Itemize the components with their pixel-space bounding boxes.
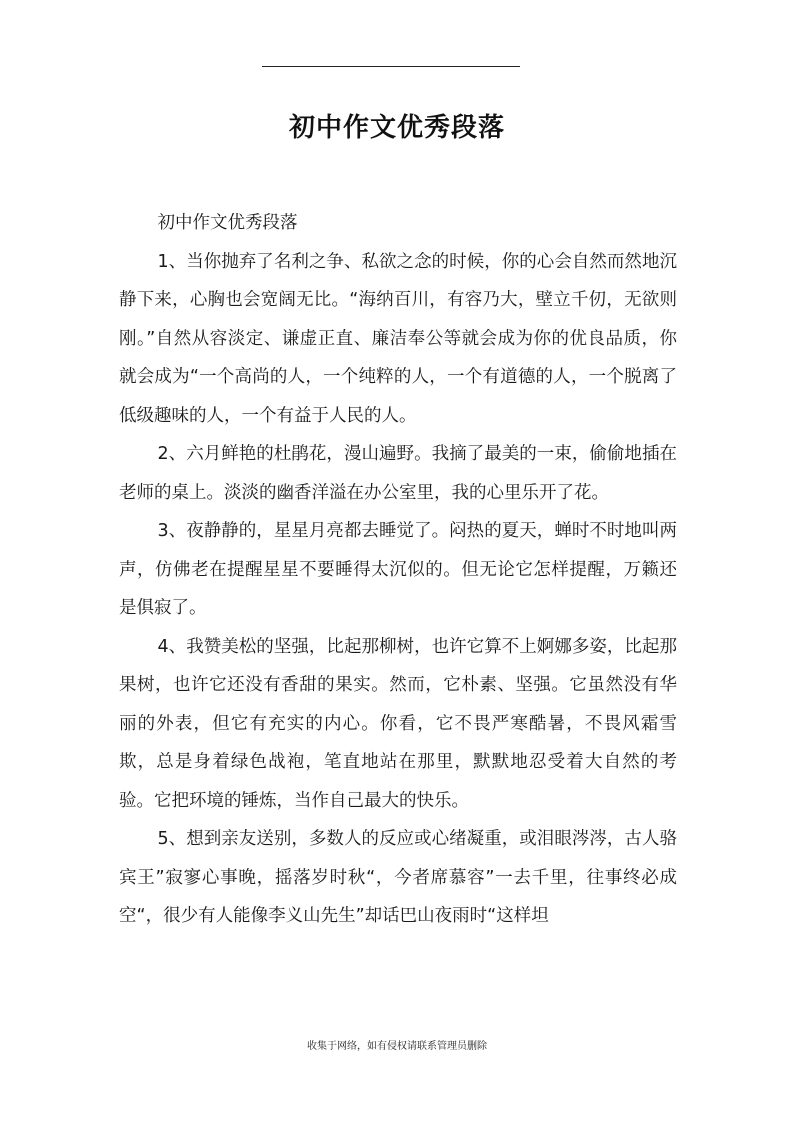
paragraph-3: 3、夜静静的，星星月亮都去睡觉了。闷热的夏天，蝉时不时地叫两声，仿佛老在提醒星星不要睡得太沉似的。但无论它怎样提醒，万籁还是俱寂了。	[119, 521, 677, 618]
document-body	[119, 204, 677, 936]
paragraph-2: 2、六月鲜艳的杜鹃花，漫山遍野。我摘了最美的一束，偷偷地插在老师的桌上。淡淡的幽香洋溢在办公室里，我的心里乐开了花。	[119, 444, 677, 503]
header-rule	[262, 66, 520, 67]
paragraph-1: 1、当你抛弃了名利之争、私欲之念的时候，你的心会自然而然地沉静下来，心胸也会宽阔无比。“海纳百川，有容乃大，壁立千仞，无欲则刚。”自然从容淡定、谦虚正直、廉洁奉公等就会成为你的优良品质，你就会成为“一个高尚的人，一个纯粹的人，一个有道德的人，一个脱离了低级趣味的人，一个有益于人民的人。	[119, 251, 677, 426]
subtitle-paragraph: 初中作文优秀段落	[157, 213, 298, 233]
paragraph-5: 5、想到亲友送别，多数人的反应或心绪凝重，或泪眼涔涔，古人骆宾王”寂寥心事晚，摇落岁时秋“，今者席慕容”一去千里，往事终必成空“，很少有人能像李义山先生”却话巴山夜雨时“这样坦	[119, 829, 677, 926]
footer-disclaimer: 收集于网络，如有侵权请联系管理员删除	[307, 1041, 487, 1052]
document-title: 初中作文优秀段落	[288, 113, 505, 143]
paragraph-4: 4、我赞美松的坚强，比起那柳树，也许它算不上婀娜多姿，比起那果树，也许它还没有香甜的果实。然而，它朴素、坚强。它虽然没有华丽的外表，但它有充实的内心。你看，它不畏严寒酷暑，不畏风霜雪欺，总是身着绿色战袍，笔直地站在那里，默默地忍受着大自然的考验。它把环境的锤炼，当作自己最大的快乐。	[119, 636, 677, 811]
